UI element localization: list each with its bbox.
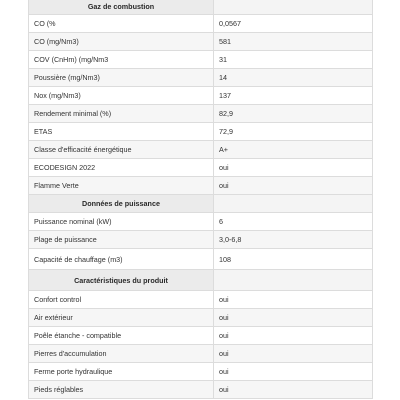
row-value: 72,9: [214, 123, 373, 141]
section-title: Données de puissance: [29, 195, 214, 213]
section-blank-cell: [214, 195, 373, 213]
table-row: [29, 105, 373, 123]
row-value: oui: [214, 177, 373, 195]
row-label: Rendement minimal (%): [29, 105, 214, 123]
row-label: CO (%: [29, 15, 214, 33]
row-value: 108: [214, 249, 373, 270]
row-label: Poussière (mg/Nm3): [29, 69, 214, 87]
row-label: Plage de puissance: [29, 231, 214, 249]
row-value: oui: [214, 345, 373, 363]
table-row: [29, 15, 373, 33]
row-label: Confort control: [29, 291, 214, 309]
table-row: [29, 123, 373, 141]
row-value: oui: [214, 363, 373, 381]
section-header-donnees-de-puissance: [29, 195, 373, 213]
row-label: Ferme porte hydraulique: [29, 363, 214, 381]
row-value: 31: [214, 51, 373, 69]
table-row: [29, 327, 373, 345]
row-label: COV (CnHm) (mg/Nm3: [29, 51, 214, 69]
table-row: [29, 159, 373, 177]
row-value: oui: [214, 309, 373, 327]
row-label: Pieds réglables: [29, 381, 214, 399]
table-row: [29, 363, 373, 381]
row-label: Nox (mg/Nm3): [29, 87, 214, 105]
table-row: [29, 51, 373, 69]
row-value: 3,0-6,8: [214, 231, 373, 249]
table-row: [29, 213, 373, 231]
row-label: Capacité de chauffage (m3): [29, 249, 214, 270]
row-value: A+: [214, 141, 373, 159]
table-row: [29, 249, 373, 270]
table-row: [29, 87, 373, 105]
section-blank-cell: [214, 0, 373, 15]
table-row: [29, 309, 373, 327]
spec-table: [28, 0, 373, 399]
table-row: [29, 381, 373, 399]
row-label: CO (mg/Nm3): [29, 33, 214, 51]
table-row: [29, 33, 373, 51]
table-row: [29, 177, 373, 195]
row-label: ECODESIGN 2022: [29, 159, 214, 177]
row-label: Flamme Verte: [29, 177, 214, 195]
section-title: Gaz de combustion: [29, 0, 214, 15]
row-label: Classe d'efficacité énergétique: [29, 141, 214, 159]
table-row: [29, 69, 373, 87]
row-value: 581: [214, 33, 373, 51]
row-value: 137: [214, 87, 373, 105]
row-label: ETAS: [29, 123, 214, 141]
section-blank-cell: [214, 270, 373, 291]
table-row: [29, 345, 373, 363]
row-value: 82,9: [214, 105, 373, 123]
row-label: Poêle étanche - compatible: [29, 327, 214, 345]
section-header-gaz-de-combustion: [29, 0, 373, 15]
table-row: [29, 291, 373, 309]
section-header-caracteristiques-du-produit: [29, 270, 373, 291]
row-value: 0,0567: [214, 15, 373, 33]
section-title: Caractéristiques du produit: [29, 270, 214, 291]
row-value: oui: [214, 327, 373, 345]
row-value: oui: [214, 159, 373, 177]
row-value: oui: [214, 291, 373, 309]
table-row: [29, 141, 373, 159]
table-row: [29, 231, 373, 249]
row-value: oui: [214, 381, 373, 399]
row-label: Pierres d'accumulation: [29, 345, 214, 363]
row-value: 6: [214, 213, 373, 231]
row-label: Puissance nominal (kW): [29, 213, 214, 231]
row-value: 14: [214, 69, 373, 87]
row-label: Air extérieur: [29, 309, 214, 327]
